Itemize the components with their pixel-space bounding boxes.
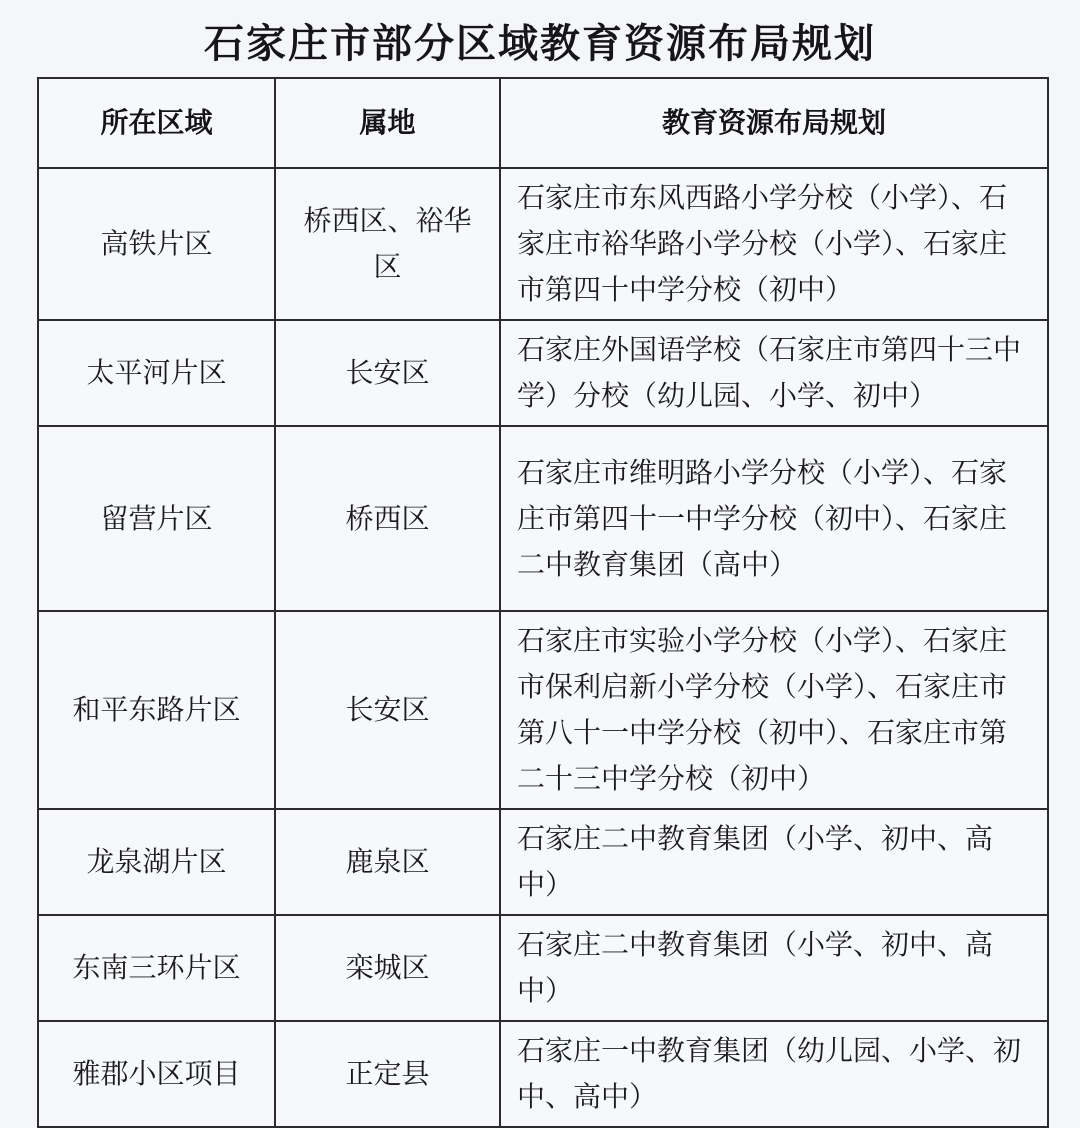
cell-plan: 石家庄市东风西路小学分校（小学）、石家庄市裕华路小学分校（小学）、石家庄市第四十中学分校（初中）: [500, 168, 1048, 320]
table-row: [38, 168, 1048, 320]
table-row: [38, 1021, 1048, 1127]
header-district: 属地: [275, 78, 500, 168]
cell-district: 正定县: [275, 1021, 500, 1127]
cell-area: 东南三环片区: [38, 915, 275, 1021]
cell-area: 龙泉湖片区: [38, 809, 275, 915]
cell-area: 雅郡小区项目: [38, 1021, 275, 1127]
table-row: [38, 320, 1048, 426]
header-plan: 教育资源布局规划: [500, 78, 1048, 168]
cell-area: 和平东路片区: [38, 611, 275, 809]
cell-plan: 石家庄市维明路小学分校（小学）、石家庄市第四十一中学分校（初中）、石家庄二中教育集团（高中）: [500, 426, 1048, 611]
cell-district: 鹿泉区: [275, 809, 500, 915]
table-row: [38, 611, 1048, 809]
cell-plan: 石家庄一中教育集团（幼儿园、小学、初中、高中）: [500, 1021, 1048, 1127]
cell-district: 长安区: [275, 611, 500, 809]
cell-plan: 石家庄二中教育集团（小学、初中、高中）: [500, 809, 1048, 915]
cell-district: 长安区: [275, 320, 500, 426]
cell-plan: 石家庄二中教育集团（小学、初中、高中）: [500, 915, 1048, 1021]
cell-area: 留营片区: [38, 426, 275, 611]
cell-district: 桥西区: [275, 426, 500, 611]
cell-area: 太平河片区: [38, 320, 275, 426]
page-title: 石家庄市部分区域教育资源布局规划: [204, 22, 876, 66]
cell-plan: 石家庄市实验小学分校（小学）、石家庄市保利启新小学分校（小学）、石家庄市第八十一中学分校（初中）、石家庄市第二十三中学分校（初中）: [500, 611, 1048, 809]
cell-district: 栾城区: [275, 915, 500, 1021]
header-area: 所在区域: [38, 78, 275, 168]
table-row: [38, 915, 1048, 1021]
cell-area: 高铁片区: [38, 168, 275, 320]
table-row: [38, 809, 1048, 915]
header-row: [38, 78, 1048, 168]
cell-district: 桥西区、裕华区: [275, 168, 500, 320]
cell-plan: 石家庄外国语学校（石家庄市第四十三中学）分校（幼儿园、小学、初中）: [500, 320, 1048, 426]
table-row: [38, 426, 1048, 611]
education-plan-table: [37, 77, 1049, 1128]
